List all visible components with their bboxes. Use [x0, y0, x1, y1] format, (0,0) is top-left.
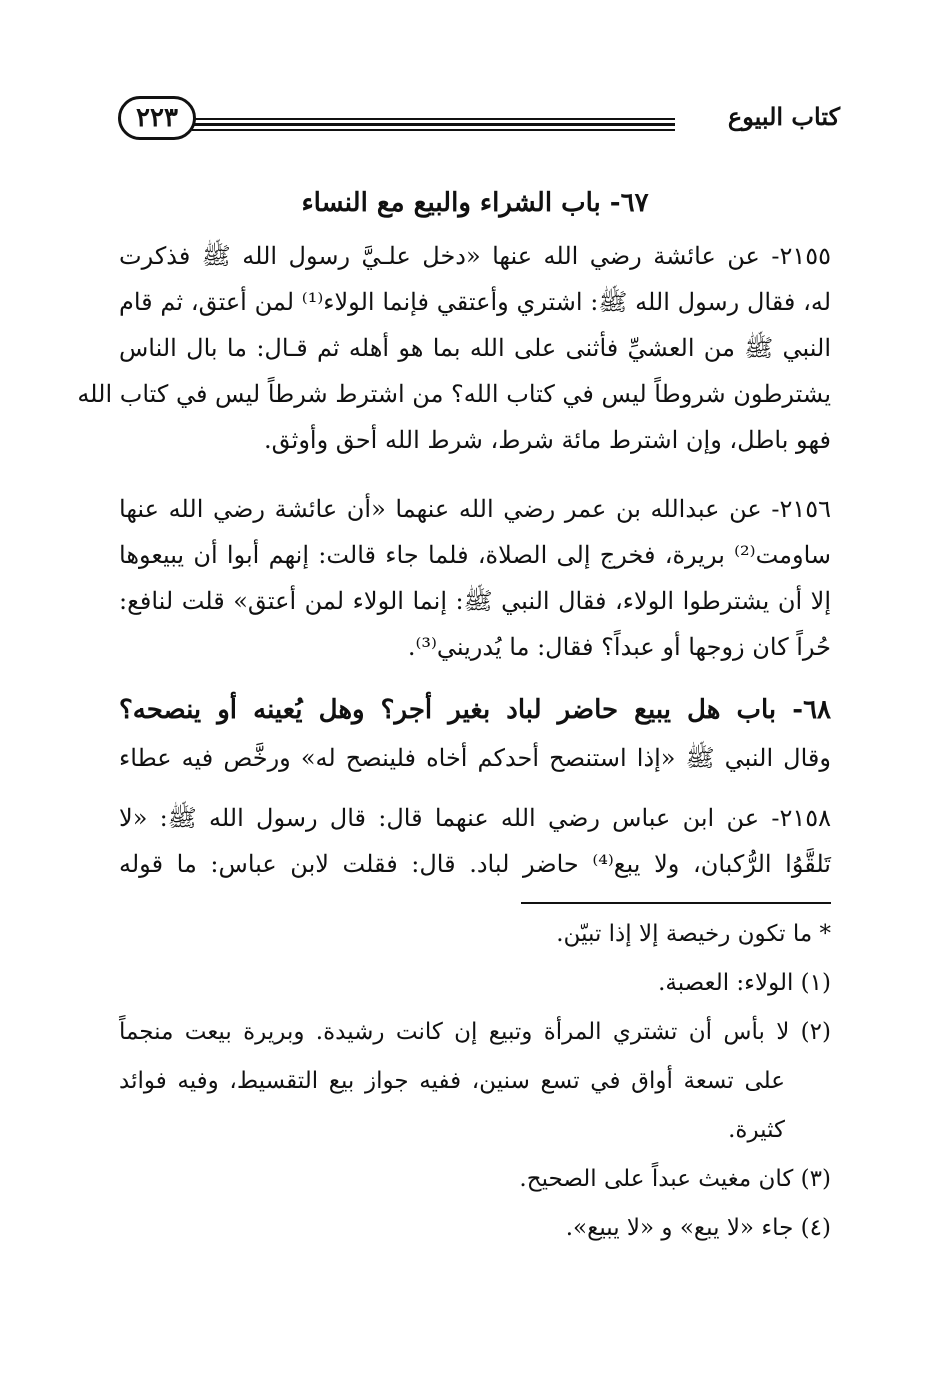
text-line: فهو باطل، وإن اشترط مائة شرط، شرط الله أحق وأوثق.	[264, 426, 831, 454]
footnote-4: (٤) جاء «لا يبع» و «لا يبيع».	[565, 1215, 831, 1241]
text-line: تَلقَّوُا الرُّكبان، ولا يبع⁽⁴⁾ حاضر لباد. قال: فقلت لابن عباس: ما قوله	[119, 850, 831, 878]
text-line: النبي ﷺ من العشيِّ فأثنى على الله بما هو أهله ثم قـال: ما بال الناس	[119, 334, 831, 362]
section-heading: ٦٧- باب الشراء والبيع مع النساء	[301, 188, 649, 218]
footnote-star: * ما تكون رخيصة إلا إذا تبيّن.	[556, 921, 831, 947]
text-line: ساومت⁽²⁾ بريرة، فخرج إلى الصلاة، فلما جاء قالت: إنهم أبوا أن يبيعوها	[119, 541, 831, 569]
section-68	[119, 685, 831, 781]
text-line: إلا أن يشترطوا الولاء، فقال النبي ﷺ: إنما الولاء لمن أعتق» قلت لنافع:	[119, 587, 831, 615]
section-67	[119, 178, 831, 228]
footnotes	[119, 910, 831, 1253]
header-rule	[192, 118, 675, 120]
text-line: ٢١٥٨- عن ابن عباس رضي الله عنهما قال: قال رسول الله ﷺ: «لا	[119, 804, 831, 832]
footnote-2-continued: على تسعة أواق في تسع سنين، ففيه جواز بيع التقسيط، وفيه فوائد	[119, 1068, 785, 1094]
hadith-2156	[119, 486, 831, 670]
header-rule	[192, 129, 675, 131]
footnote-3: (٣) كان مغيث عبداً على الصحيح.	[519, 1166, 831, 1192]
footnote-2-continued: كثيرة.	[728, 1117, 785, 1143]
hadith-2155	[77, 233, 832, 463]
text-line: ٢١٥٦- عن عبدالله بن عمر رضي الله عنهما «أن عائشة رضي الله عنها	[119, 495, 831, 523]
page-number: ٢٢٣	[118, 96, 196, 140]
hadith-2158	[119, 795, 831, 887]
header-rule	[192, 123, 675, 126]
text-line: ٢١٥٥- عن عائشة رضي الله عنها «دخل علـيَّ رسول الله ﷺ فذكرت	[119, 242, 831, 270]
footnote-separator	[521, 902, 831, 904]
page-header	[118, 92, 840, 154]
footnote-1: (١) الولاء: العصبة.	[658, 970, 831, 996]
footnote-2: (٢) لا بأس أن تشتري المرأة وتبيع إن كانت رشيدة. وبريرة بيعت منجماً	[119, 1019, 831, 1045]
book-title: كتاب البيوع	[727, 102, 840, 131]
text-line: وقال النبي ﷺ «إذا استنصح أحدكم أخاه فلينصح له» ورخَّص فيه عطاء	[119, 744, 831, 772]
text-line: له، فقال رسول الله ﷺ: اشتري وأعتقي فإنما الولاء⁽¹⁾ لمن أعتق، ثم قام	[119, 288, 832, 316]
section-heading: ٦٨- باب هل يبيع حاضر لباد بغير أجر؟ وهل يُعينه أو ينصحه؟	[119, 695, 831, 725]
text-line: حُراً كان زوجها أو عبداً؟ فقال: ما يُدريني⁽³⁾.	[407, 633, 831, 661]
text-line: يشترطون شروطاً ليس في كتاب الله؟ من اشترط شرطاً ليس في كتاب الله	[77, 380, 831, 408]
